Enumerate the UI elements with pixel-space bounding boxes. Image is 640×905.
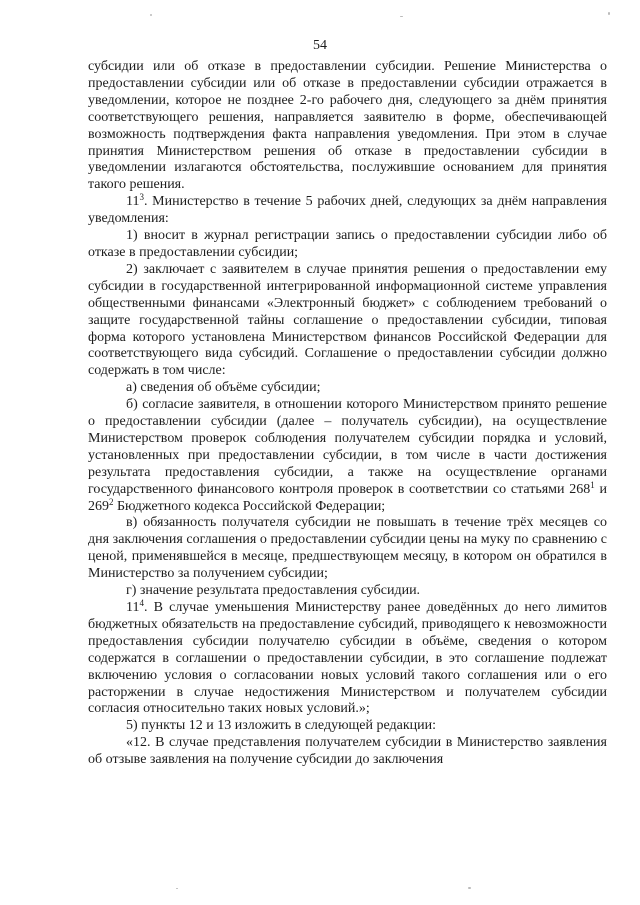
paragraph <box>88 397 607 515</box>
paragraph: 5) пункты 12 и 13 изложить в следующей редакции: <box>126 718 437 734</box>
paragraph: в) обязанность получателя субсидии не повышать в течение трёх месяцев со дня заключения соглашения о предоставлении субсидии цены на муку по сравнению с ценой, применявшейся в месяце, предшествующем месяцу, в котором он обратился в Министерство за получением субсидии; <box>88 515 607 582</box>
paragraph: «12. В случае представления получателем субсидии в Министерство заявления об отзыве заявления на получение субсидии до заключения <box>88 735 607 768</box>
scan-speck <box>176 888 178 889</box>
paragraph <box>88 600 607 718</box>
paragraph-text: и 269 <box>88 481 607 514</box>
article-superscript: 1 <box>590 479 595 490</box>
paragraph: 1) вносит в журнал регистрации запись о предоставлении субсидии либо об отказе в предоставлении субсидии; <box>88 228 607 260</box>
scan-speck <box>468 887 471 889</box>
paragraph <box>88 194 607 228</box>
paragraph: субсидии или об отказе в предоставлении субсидии. Решение Министерства о предоставлении субсидии или об отказе в предоставлении субсидии отражается в уведомлении, которое не позднее 2-го рабочего дня, следующего за днём принятия соответствующего решения, направляется заявителю в форме, обеспечивающей возможность подтверждения факта направления уведомления. При этом в случае принятия Министерством решения об отказе в предоставлении субсидии в уведомлении излагаются обстоятельства, послужившие основанием для принятия такого решения. <box>88 59 607 193</box>
scan-speck <box>608 12 610 15</box>
paragraph-text: б) согласие заявителя, в отношении которого Министерством принято решение о предоставлении субсидии (далее – получатель субсидии), на осуществление Министерством проверок соблюдения получателем субсидии порядка и условий, установленных при предоставлении субсидии, в том числе в части достижения результата предоставления субсидии, а также на осуществление органами государственного финансового контроля проверок в соответствии со статьями 268 <box>88 397 607 497</box>
clause-superscript: 4 <box>139 598 144 608</box>
page-number: 54 <box>313 38 327 53</box>
scan-speck <box>400 16 403 17</box>
paragraph-text: Бюджетного кодекса Российской Федерации; <box>113 498 386 514</box>
paragraph-text: . Министерство в течение 5 рабочих дней, следующих за днём направления уведомления: <box>88 194 607 227</box>
paragraph: 2) заключает с заявителем в случае принятия решения о предоставлении ему субсидии в государственной интегрированной информационной системе управления общественными финансами «Электронный бюджет» с соблюдением требований о защите государственной тайны соглашение о предоставлении субсидии, типовая форма которого установлена Министерством финансов Российской Федерации для соответствующего вида субсидий. Соглашение о предоставлении субсидии должно содержать в том числе: <box>88 261 607 379</box>
document-body <box>88 59 607 769</box>
paragraph-text: . В случае уменьшения Министерству ранее доведённых до него лимитов бюджетных обязательств на предоставление субсидий, приводящего к невозможности предоставления субсидии получателю субсидии в объёме, сведения о котором содержатся в соглашении о предоставлении субсидии, в это соглашение подлежат включению условия о согласовании новых условий такого соглашения или о его расторжении в случае недостижения Министерством и получателем субсидии согласия относительно таких новых условий.»; <box>88 600 607 717</box>
paragraph: г) значение результата предоставления субсидии. <box>126 583 421 599</box>
scan-speck <box>150 14 152 16</box>
paragraph: а) сведения об объёме субсидии; <box>126 380 321 396</box>
clause-number: 11 <box>126 194 140 210</box>
article-superscript: 2 <box>109 496 114 507</box>
clause-superscript: 3 <box>139 192 144 203</box>
clause-number: 11 <box>126 600 140 615</box>
